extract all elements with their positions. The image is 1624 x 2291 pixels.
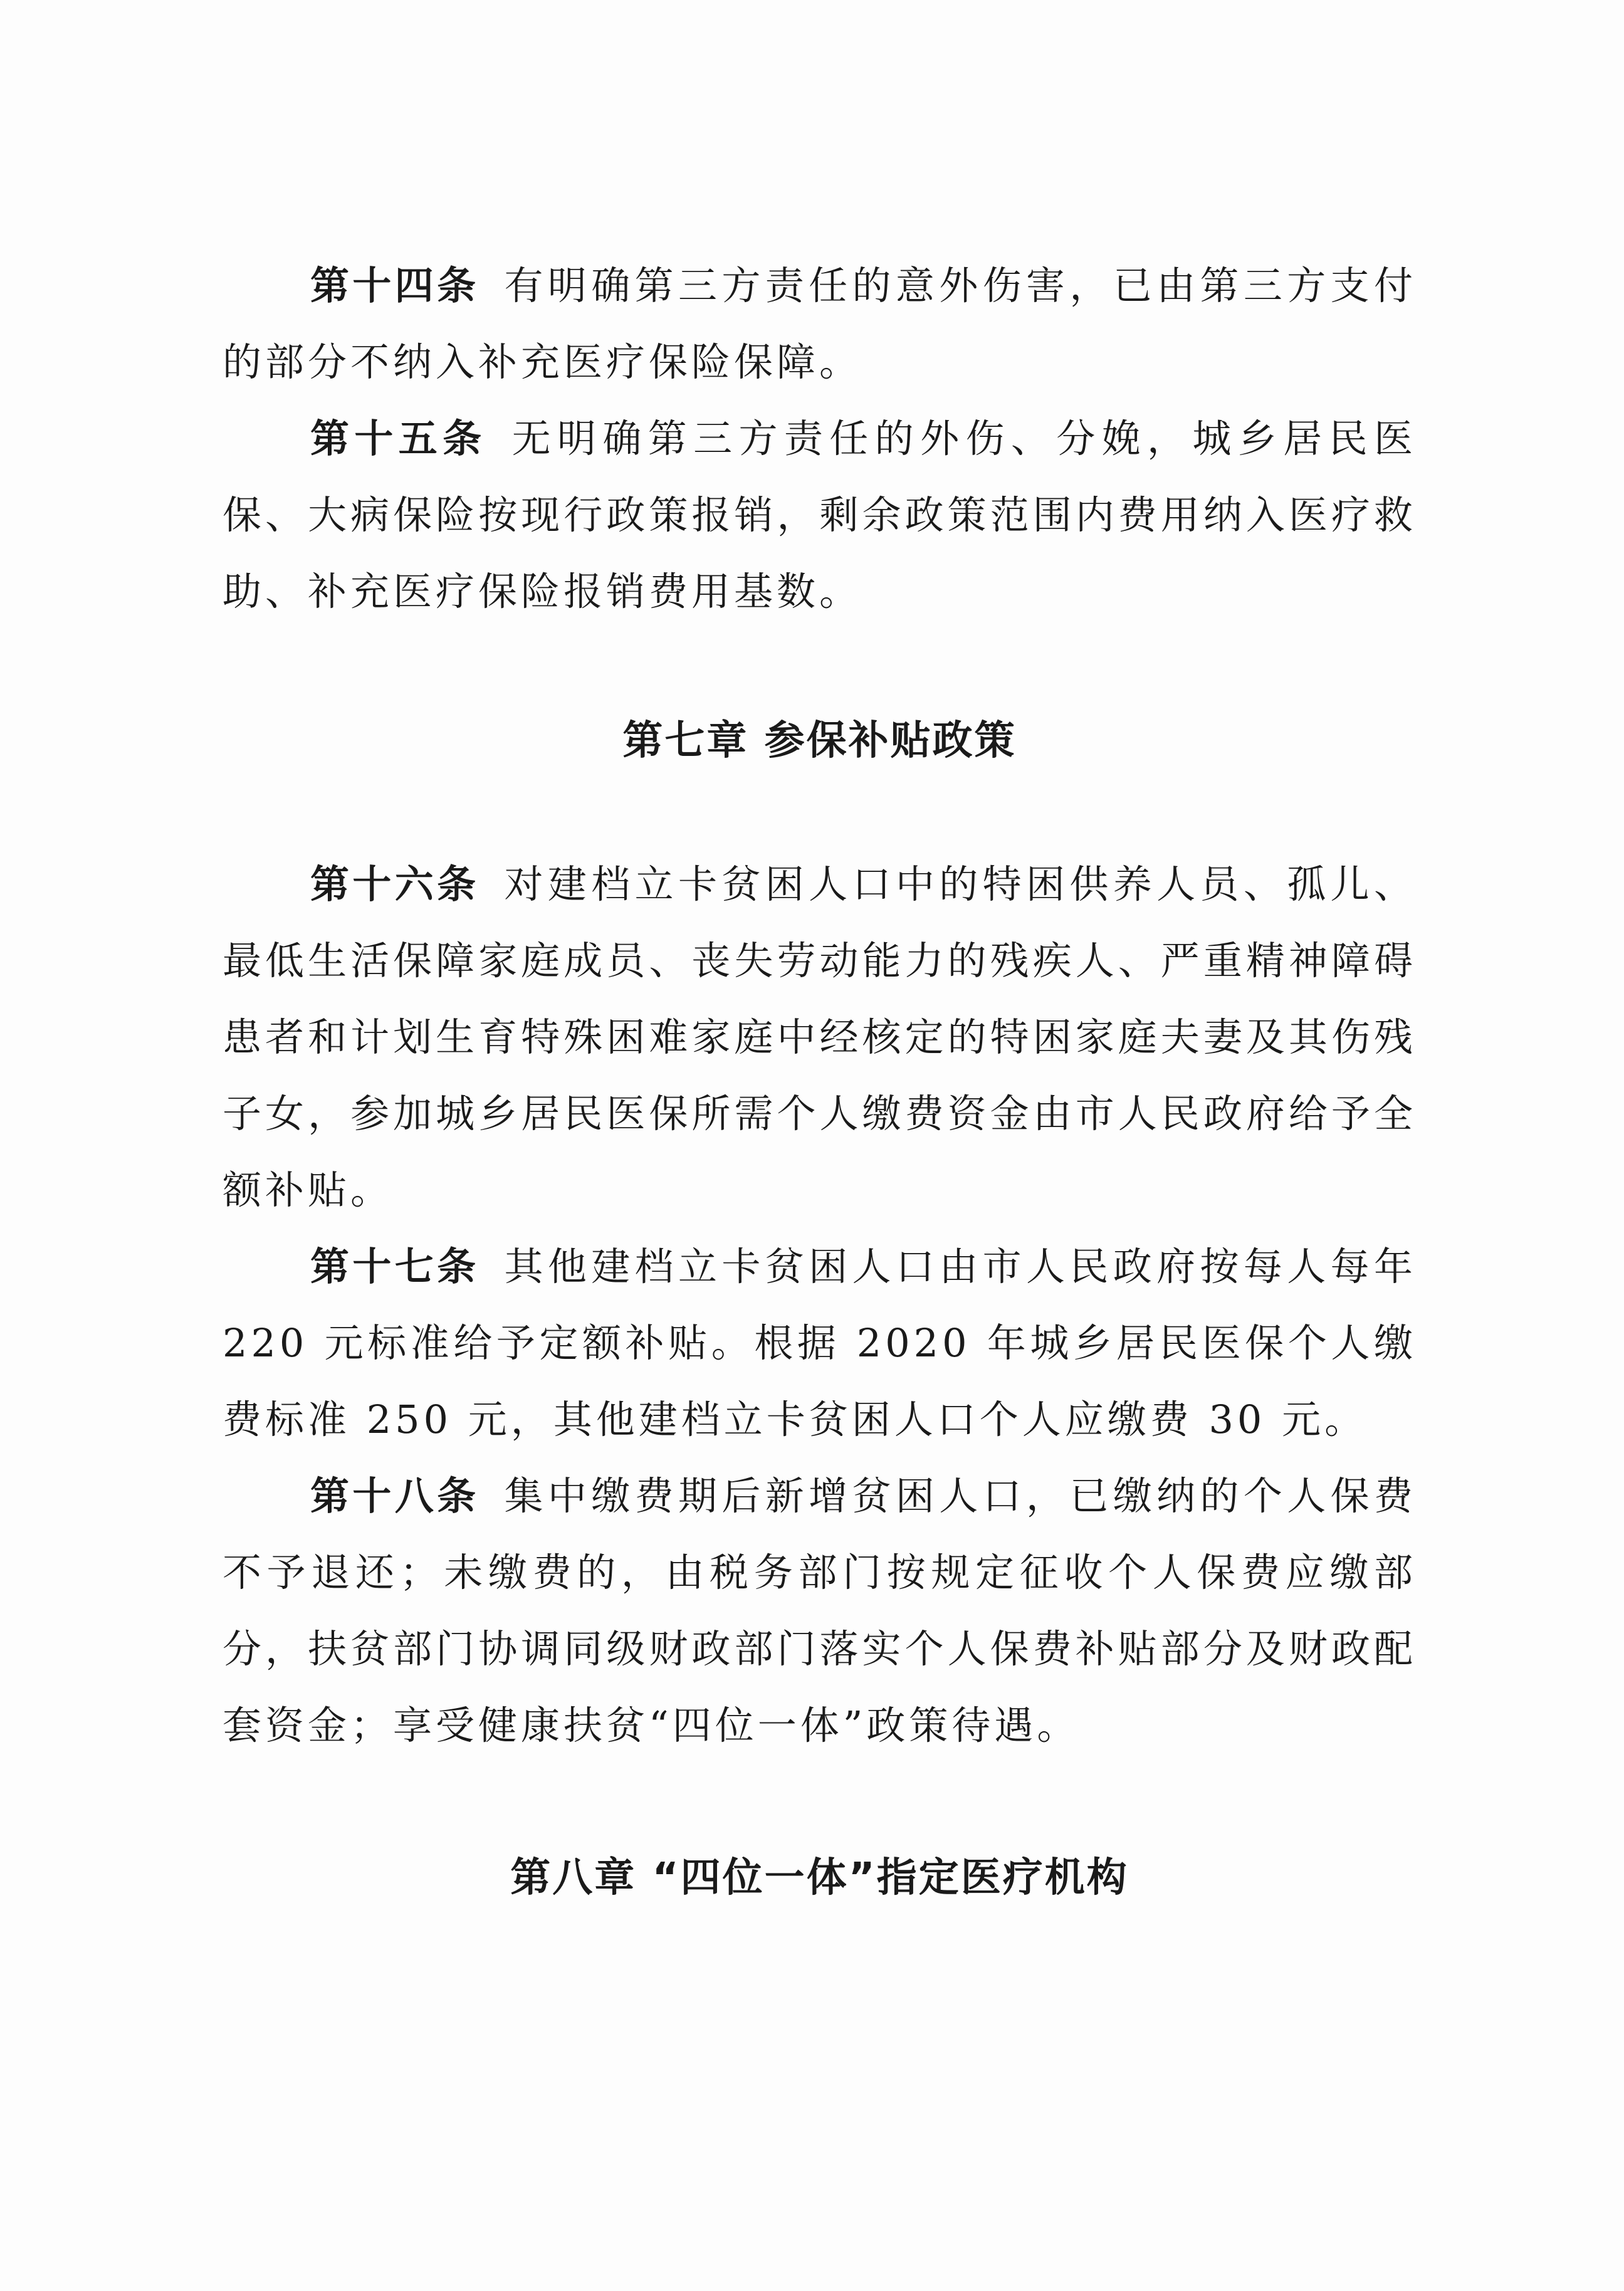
chapter-heading-7: 第七章 参保补贴政策 [622, 718, 1017, 764]
article-text: 有明确第三方责任的意外伤害，已由第三方支付的部分不纳入补充医疗保险保障。 [223, 263, 1417, 385]
article-number: 第十五条 [310, 416, 487, 461]
article-14 [223, 248, 1417, 401]
chapter-heading-8: 第八章 “四位一体”指定医疗机构 [510, 1855, 1129, 1901]
article-number: 第十七条 [310, 1244, 479, 1289]
article-text: 无明确第三方责任的外伤、分娩，城乡居民医保、大病保险按现行政策报销，剩余政策范围内费用纳入医疗救助、补充医疗保险报销费用基数。 [223, 416, 1417, 614]
article-15 [223, 401, 1417, 630]
article-18 [223, 1458, 1417, 1764]
article-17 [223, 1229, 1417, 1458]
article-number: 第十八条 [310, 1473, 479, 1519]
document-body [223, 248, 1417, 1903]
article-text: 集中缴费期后新增贫困人口，已缴纳的个人保费不予退还；未缴费的，由税务部门按规定征收个人保费应缴部分，扶贫部门协调同级财政部门落实个人保费补贴部分及财政配套资金；享受健康扶贫“四位一体”政策待遇。 [223, 1473, 1417, 1748]
article-16 [223, 846, 1417, 1229]
article-text: 对建档立卡贫困人口中的特困供养人员、孤儿、最低生活保障家庭成员、丧失劳动能力的残疾人、严重精神障碍患者和计划生育特殊困难家庭中经核定的特困家庭夫妻及其伤残子女，参加城乡居民医保所需个人缴费资金由市人民政府给予全额补贴。 [223, 861, 1417, 1213]
article-number: 第十四条 [310, 263, 479, 308]
article-number: 第十六条 [310, 861, 479, 907]
article-text: 其他建档立卡贫困人口由市人民政府按每人每年 220 元标准给予定额补贴。根据 2020 年城乡居民医保个人缴费标准 250 元，其他建档立卡贫困人口个人应缴费 30 元。 [223, 1244, 1417, 1442]
